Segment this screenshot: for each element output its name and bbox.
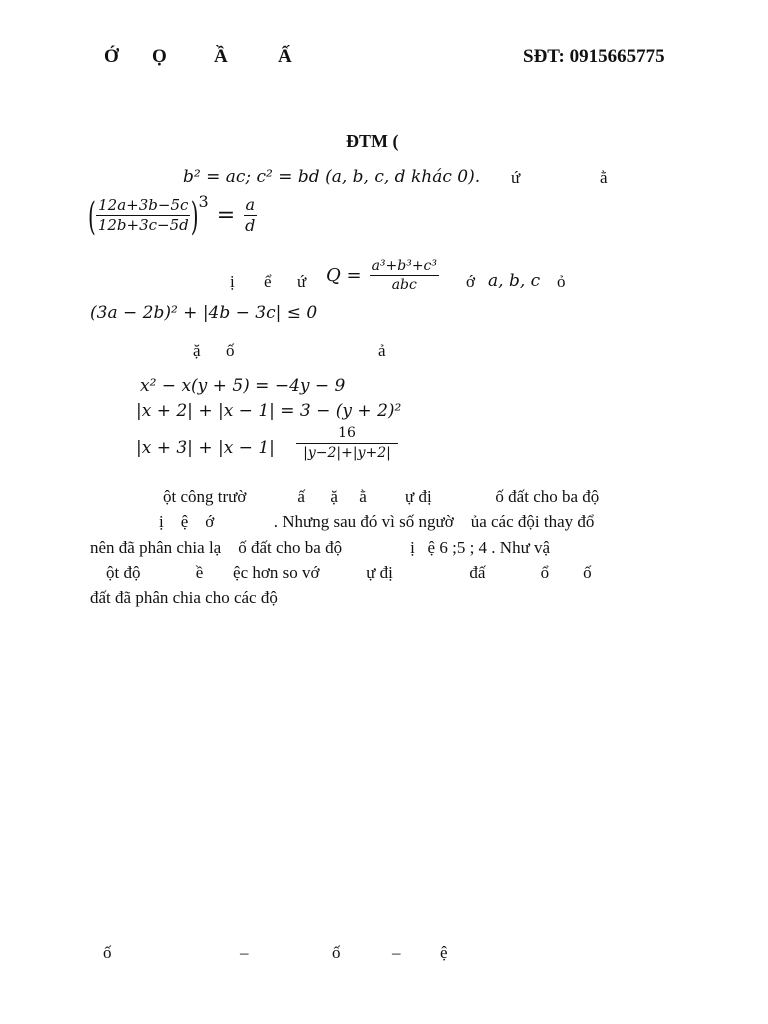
problem2-glyph-4: ớ — [466, 272, 475, 291]
header-glyph-4: Ấ — [278, 46, 292, 67]
problem1-glyph-2: ằ — [600, 168, 608, 187]
problem3-glyph-1: ặ — [193, 341, 201, 360]
problem3-glyph-2: ố — [226, 341, 235, 360]
header-glyph-2: Ọ — [152, 46, 167, 67]
page-title: ĐTM ( — [346, 131, 399, 151]
problem1-fraction-num: 12a+3b−5c — [96, 197, 190, 216]
problem1-power: 3 — [198, 192, 209, 211]
problem1-fraction — [96, 197, 191, 235]
problem2-glyph-1: ị — [230, 272, 235, 291]
problem3-glyph-3: ả — [378, 341, 386, 360]
header-glyph-1: Ớ — [104, 46, 119, 67]
problem4-line-2: ị ệ ớ . Nhưng sau đó vì số ngườ ủa các đội thay đổ — [159, 512, 595, 531]
problem3-equation-3-fraction — [296, 425, 398, 461]
problem1-rhs-num: a — [244, 196, 258, 216]
right-paren: ) — [190, 193, 199, 239]
problem2-q-label: Q = — [326, 265, 362, 287]
problem1-equation — [88, 192, 257, 239]
problem3-equation-1: x² − x(y + 5) = −4y − 9 — [140, 376, 346, 396]
problem2-condition: (3a − 2b)² + |4b − 3c| ≤ 0 — [90, 303, 318, 323]
problem3-equation-3-left: |x + 3| + |x − 1| — [136, 438, 275, 458]
problem1-eq-sign: = — [216, 203, 236, 229]
problem3-eq3-den: |y−2|+|y+2| — [303, 445, 391, 462]
problem4-line-3: nên đã phân chia lạ ố đất cho ba độ ị ệ 6 ;5 ; 4 . Như vậ — [90, 538, 551, 557]
footer-dash-2: – — [392, 943, 401, 962]
footer-glyph-2: ố — [332, 943, 341, 962]
problem1-glyph-1: ứ — [511, 168, 521, 187]
problem1-given: b² = ac; c² = bd (a, b, c, d khác 0). — [183, 167, 481, 187]
header-glyph-3: Ầ — [214, 46, 228, 67]
problem4-line-5: đất đã phân chia cho các độ — [90, 588, 278, 607]
problem2-q-den: abc — [391, 277, 417, 294]
problem2-glyph-2: ể — [264, 272, 272, 291]
problem1-rhs — [243, 196, 257, 236]
problem4-line-4: ột độ ề ệc hơn so vớ ự đị đấ ổ ố — [106, 563, 592, 582]
problem1-rhs-den: d — [245, 216, 256, 236]
problem2-q-fraction — [370, 258, 439, 293]
footer-glyph-1: ố — [103, 943, 112, 962]
problem2-q-num: a³+b³+c³ — [370, 258, 439, 276]
problem2-q-expression — [326, 258, 439, 293]
left-paren: ( — [88, 193, 96, 239]
footer-dash-1: – — [240, 943, 249, 962]
footer-glyph-3: ệ — [440, 943, 448, 962]
problem2-vars: a, b, c — [488, 271, 541, 291]
problem3-equation-2: |x + 2| + |x − 1| = 3 − (y + 2)² — [136, 401, 402, 421]
problem3-eq3-num: 16 — [296, 425, 398, 444]
problem1-fraction-den: 12b+3c−5d — [97, 216, 189, 235]
problem2-glyph-5: ỏ — [557, 272, 566, 291]
header-phone: SĐT: 0915665775 — [523, 46, 665, 67]
problem4-line-1: ột công trườ ấ ặ ằ ự đị ố đất cho ba độ — [163, 487, 600, 506]
problem2-glyph-3: ứ — [297, 272, 307, 291]
